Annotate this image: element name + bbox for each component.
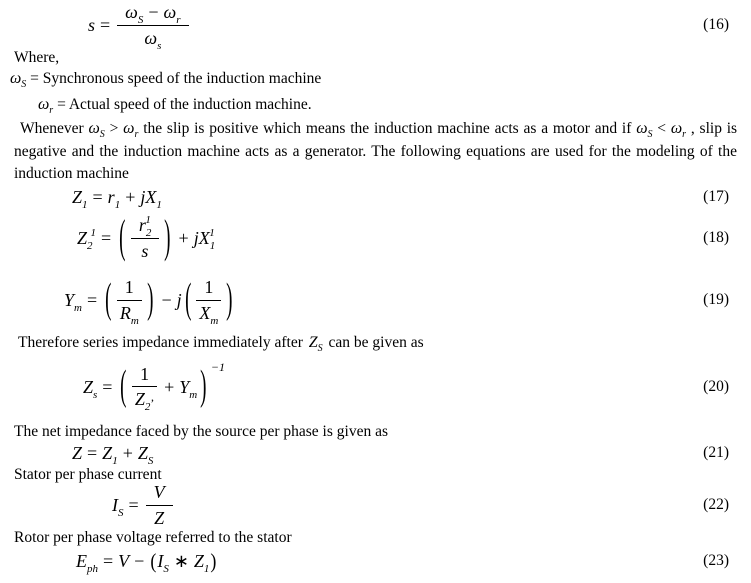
equation-23 <box>76 548 217 575</box>
definition-actual <box>38 96 312 114</box>
subscript: s <box>157 39 162 52</box>
paragraph-seg1: Whenever <box>20 120 84 137</box>
equation-18-row <box>0 209 751 267</box>
plus-sign: + <box>178 227 189 248</box>
definition-sync-row <box>0 70 751 88</box>
definition-actual-row <box>0 96 751 114</box>
equation-20 <box>83 359 226 414</box>
net-impedance-row <box>0 423 751 441</box>
stator-line: Stator per phase current <box>14 466 162 483</box>
eq22-fraction <box>146 481 173 529</box>
eq23-z1-term: $Z_1$ <box>193 550 210 575</box>
equation-16-row <box>0 2 751 52</box>
close-paren: ) <box>200 362 207 410</box>
omega-s-symbol: $\omega_S$ <box>10 70 27 90</box>
net-impedance-line: The net impedance faced by the source per phase is given as <box>14 423 388 440</box>
eq20-lhs: $Z_s$ <box>83 376 98 401</box>
equation-16-number: (16) <box>703 16 729 33</box>
eq20-fraction <box>132 363 157 412</box>
eq18-lhs: $Z_2^1$ <box>77 226 97 252</box>
minus-sign: − <box>148 2 159 22</box>
eq19-j-term: j <box>176 289 182 310</box>
eq19-frac1-denominator: $R_m$ <box>119 302 139 327</box>
where-row <box>0 49 751 67</box>
less-than-sign: < <box>657 120 667 137</box>
therefore-line <box>18 334 424 352</box>
open-paren: ( <box>120 362 127 410</box>
eq18-term2: $jX_1^1$ <box>193 226 216 252</box>
eq20-denominator: $Z_2$’ <box>134 389 155 414</box>
equation-19 <box>64 275 236 327</box>
equals-sign: = <box>92 186 103 207</box>
open-paren: ( <box>105 275 112 323</box>
plus-sign: + <box>164 376 175 397</box>
close-paren: ) <box>226 275 233 323</box>
subscript: S <box>137 14 144 26</box>
equals-sign: = <box>87 442 98 463</box>
eq16-numerator <box>117 1 188 26</box>
equation-23-number: (23) <box>703 552 729 569</box>
minus-sign: − <box>134 550 145 571</box>
eq16-fraction <box>117 1 188 52</box>
open-paren: ( <box>150 548 157 573</box>
greater-than-sign: > <box>109 120 119 137</box>
equation-21 <box>72 442 154 467</box>
definition-actual-text: Actual speed of the induction machine. <box>68 96 312 113</box>
eq19-fraction-1 <box>117 276 142 327</box>
equals-sign: = <box>101 227 112 248</box>
where-label: Where, <box>14 49 60 66</box>
equation-22 <box>112 481 175 529</box>
equation-21-number: (21) <box>703 444 729 461</box>
eq19-frac1-numerator: 1 <box>117 276 142 301</box>
paragraph-seg2: the slip is positive which means the induction machine acts as a motor and if <box>143 120 632 137</box>
eq17-term1: $r_1$ <box>107 186 121 211</box>
equation-21-row <box>0 442 751 467</box>
omega-r-symbol: $\omega_r$ <box>670 120 687 140</box>
omega-symbol: ω <box>144 27 158 48</box>
equation-16 <box>88 1 191 52</box>
equals-sign: = <box>102 376 113 397</box>
eq17-term2: $jX_1$ <box>140 186 162 211</box>
plus-sign: + <box>125 186 136 207</box>
equation-19-row <box>0 269 751 331</box>
close-paren: ) <box>146 275 154 323</box>
eq19-frac2-denominator: $X_m$ <box>199 302 219 327</box>
eq22-numerator: V <box>146 481 173 506</box>
open-paren: ( <box>119 210 126 263</box>
eq19-lhs: $Y_m$ <box>64 289 82 314</box>
eq18-numerator: $r_2^1$ <box>131 214 159 239</box>
equals-sign: = <box>57 96 66 113</box>
subscript: r <box>176 14 181 26</box>
therefore-row <box>0 334 751 352</box>
eq22-denominator: Z <box>154 507 165 528</box>
eq18-denominator: s <box>141 240 149 261</box>
equation-19-number: (19) <box>703 291 729 308</box>
equation-20-row <box>0 355 751 419</box>
equation-23-row <box>0 548 751 574</box>
eq16-lhs: s <box>88 14 96 35</box>
plus-sign: + <box>122 442 133 463</box>
open-paren: ( <box>184 275 192 323</box>
minus-sign: − <box>161 289 172 310</box>
rotor-row <box>0 529 751 547</box>
equation-22-row <box>0 483 751 527</box>
eq17-lhs: $Z_1$ <box>72 186 88 211</box>
equals-sign: = <box>30 70 39 87</box>
eq23-is-term: $I_S$ <box>157 550 169 575</box>
eq18-fraction <box>131 214 159 262</box>
definition-sync-text: Synchronous speed of the induction machine <box>42 70 322 87</box>
omega-symbol: ω <box>163 2 177 22</box>
definition-sync <box>10 70 321 88</box>
equals-sign: = <box>128 494 139 515</box>
equation-18 <box>77 210 216 263</box>
close-paren: ) <box>164 210 171 263</box>
eq21-term1: $Z_1$ <box>102 442 118 467</box>
equation-18-number: (18) <box>703 229 729 246</box>
omega-s-symbol: $\omega_S$ <box>88 120 105 140</box>
therefore-post: can be given as <box>328 334 424 351</box>
eq21-term2: $Z_S$ <box>137 442 154 467</box>
eq16-denominator <box>144 26 161 50</box>
equation-17-number: (17) <box>703 188 729 205</box>
paragraph-seg3: , slip is negative and the induction machine acts as a generator. The following equations are used for the modeling of the induction machine <box>14 120 738 182</box>
omega-r-symbol: $\omega_r$ <box>123 120 139 140</box>
omega-r-symbol: $\omega_r$ <box>38 96 54 116</box>
equation-22-number: (22) <box>703 496 729 513</box>
equals-sign: = <box>103 550 114 571</box>
eq20-ym-term: $Y_m$ <box>179 376 198 401</box>
prime-mark: ’ <box>150 396 155 411</box>
equation-17-row <box>0 186 751 211</box>
equals-sign: = <box>86 289 98 310</box>
eq23-lhs: $E_{ph}$ <box>76 550 98 575</box>
body-paragraph <box>14 118 737 186</box>
omega-s-symbol: $\omega_S$ <box>636 120 653 140</box>
z-s-symbol: $Z_S$ <box>308 334 323 354</box>
equation-20-number: (20) <box>703 378 729 395</box>
omega-symbol: ω <box>125 2 138 22</box>
eq20-exponent: −1 <box>210 359 226 374</box>
eq21-lhs: Z <box>72 442 83 463</box>
therefore-pre: Therefore series impedance immediately after <box>18 334 303 351</box>
equals-sign: = <box>100 14 111 35</box>
eq19-frac2-numerator: 1 <box>196 276 221 301</box>
eq20-numerator: 1 <box>132 363 157 388</box>
equation-17 <box>72 186 162 211</box>
eq23-v-term: V <box>118 550 130 571</box>
eq22-lhs: $I_S$ <box>112 494 124 519</box>
close-paren: ) <box>210 548 217 573</box>
asterisk-operator: ∗ <box>173 550 189 571</box>
eq19-fraction-2 <box>196 276 221 327</box>
rotor-line: Rotor per phase voltage referred to the stator <box>14 529 292 546</box>
